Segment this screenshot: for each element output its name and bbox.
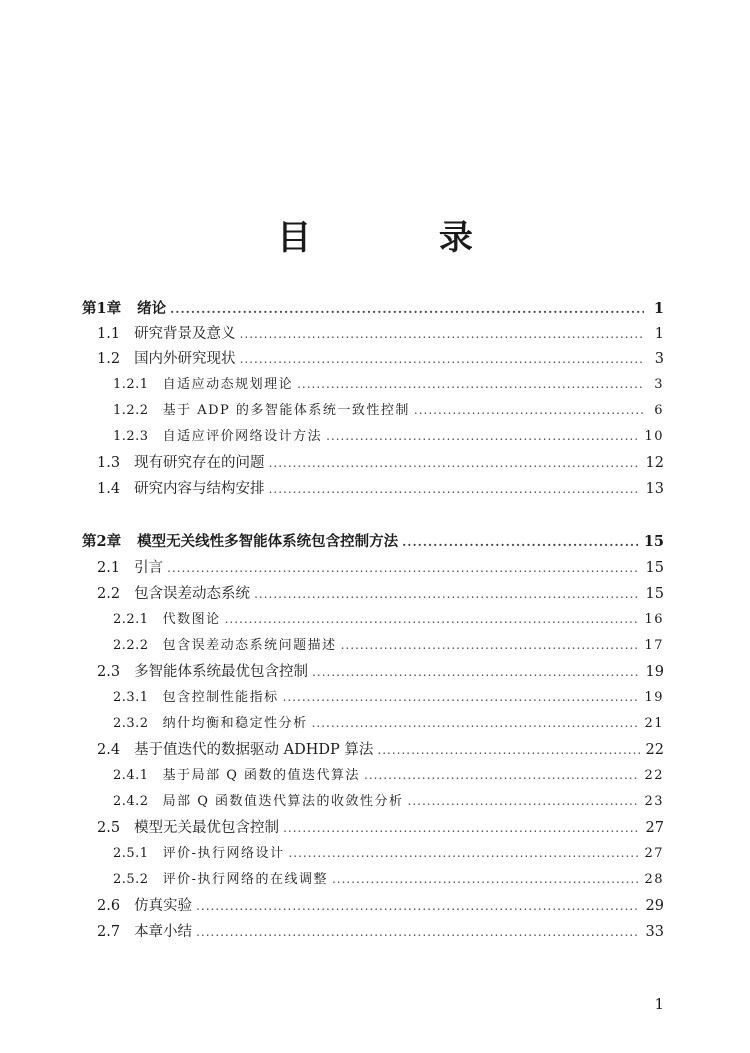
toc-page-number: 19 <box>645 664 664 680</box>
toc-number: 1.2 <box>97 351 121 367</box>
dot-leader <box>240 327 644 341</box>
toc-number: 2.3.1 <box>113 690 149 705</box>
dot-leader <box>414 403 644 417</box>
toc-chapter <box>82 530 664 556</box>
toc-page-number: 3 <box>654 351 664 367</box>
dot-leader <box>332 872 638 886</box>
toc-title: 仿真实验 <box>134 898 193 914</box>
dot-leader <box>377 743 639 757</box>
toc-title: 基于 ADP 的多智能体系统一致性控制 <box>162 403 410 418</box>
toc-title: 引言 <box>134 560 164 576</box>
toc-page-number: 1 <box>654 326 664 342</box>
toc-number: 2.2.1 <box>113 612 149 627</box>
toc-page-number: 22 <box>645 742 664 758</box>
toc-page-number: 15 <box>645 560 664 576</box>
toc-title: 包含控制性能指标 <box>162 690 279 705</box>
toc-title: 包含误差动态系统问题描述 <box>162 638 337 653</box>
toc-section <box>97 347 664 373</box>
dot-leader <box>312 665 639 679</box>
toc-page-number: 33 <box>645 924 664 940</box>
toc-number: 2.2.2 <box>113 638 149 653</box>
toc-section <box>97 738 664 764</box>
toc-title: 现有研究存在的问题 <box>134 455 265 471</box>
toc-page-number: 1 <box>653 300 664 317</box>
toc-title: 多智能体系统最优包含控制 <box>134 664 309 680</box>
toc-subsection <box>113 686 664 712</box>
toc-number: 2.4.2 <box>113 794 149 809</box>
toc-subsection <box>113 868 664 894</box>
toc-section <box>97 894 664 920</box>
dot-leader <box>297 377 644 391</box>
page-title: 目 录 <box>277 218 531 258</box>
toc-title: 模型无关最优包含控制 <box>134 820 280 836</box>
toc-section <box>97 556 664 582</box>
toc-title: 研究背景及意义 <box>134 326 236 342</box>
dot-leader <box>402 535 638 549</box>
toc-page-number: 23 <box>644 794 664 809</box>
dot-leader <box>341 638 639 652</box>
dot-leader <box>326 429 638 443</box>
toc-number: 2.4.1 <box>113 768 149 783</box>
toc-page-number: 28 <box>644 872 664 887</box>
toc-number: 2.4 <box>97 742 121 758</box>
toc-page-number: 22 <box>644 768 664 783</box>
toc-title: 包含误差动态系统 <box>134 586 251 602</box>
toc-page-number: 3 <box>654 377 664 392</box>
dot-leader <box>269 482 640 496</box>
toc-number: 第2章 <box>82 533 122 550</box>
toc-number: 1.3 <box>97 455 121 471</box>
dot-leader <box>312 716 639 730</box>
toc-page-number: 27 <box>644 846 664 861</box>
toc-subsection <box>113 842 664 868</box>
toc-title: 评价-执行网络设计 <box>162 846 285 861</box>
dot-leader <box>283 690 639 704</box>
toc-subsection <box>113 790 664 816</box>
dot-leader <box>408 794 639 808</box>
toc-number: 2.6 <box>97 898 121 914</box>
toc-section <box>97 322 664 348</box>
toc-title: 研究内容与结构安排 <box>134 481 265 497</box>
toc-title: 自适应评价网络设计方法 <box>162 429 323 444</box>
toc-number: 2.5 <box>97 820 121 836</box>
toc-number: 2.5.2 <box>113 872 149 887</box>
toc-page-number: 15 <box>645 586 664 602</box>
toc-number: 2.3.2 <box>113 716 149 731</box>
toc-page-number: 29 <box>645 898 664 914</box>
toc-title: 评价-执行网络的在线调整 <box>162 872 328 887</box>
dot-leader <box>196 899 639 913</box>
toc-number: 第1章 <box>82 300 122 317</box>
toc-number: 1.1 <box>97 326 121 342</box>
toc-number: 2.5.1 <box>113 846 149 861</box>
toc-chapter <box>82 297 664 323</box>
toc-page-number: 27 <box>645 820 664 836</box>
toc-title: 基于局部 Q 函数的值迭代算法 <box>162 768 361 783</box>
toc-title: 基于值迭代的数据驱动 ADHDP 算法 <box>134 742 374 758</box>
toc-title: 自适应动态规划理论 <box>162 377 294 392</box>
toc-section <box>97 477 664 503</box>
page-number: 1 <box>654 995 664 1013</box>
toc-number: 2.2 <box>97 586 121 602</box>
toc-subsection <box>113 712 664 738</box>
toc-title: 纳什均衡和稳定性分析 <box>162 716 308 731</box>
toc-subsection <box>113 608 664 634</box>
toc-title: 本章小结 <box>134 924 193 940</box>
toc-title: 绪论 <box>137 300 167 317</box>
toc-section <box>97 920 664 946</box>
toc-number: 2.7 <box>97 924 121 940</box>
toc-title: 局部 Q 函数值迭代算法的收敛性分析 <box>162 794 404 809</box>
toc-page-number: 12 <box>645 455 664 471</box>
dot-leader <box>283 821 639 835</box>
toc-section <box>97 660 664 686</box>
dot-leader <box>196 925 639 939</box>
toc-page-number: 19 <box>644 690 664 705</box>
toc-number: 1.2.3 <box>113 429 149 444</box>
dot-leader <box>254 587 639 601</box>
toc-number: 2.1 <box>97 560 121 576</box>
toc-number: 1.2.1 <box>113 377 149 392</box>
toc-title: 代数图论 <box>162 612 221 627</box>
toc-subsection <box>113 634 664 660</box>
toc-page-number: 21 <box>644 716 664 731</box>
toc-page-number: 17 <box>644 638 664 653</box>
toc-number: 1.4 <box>97 481 121 497</box>
dot-leader <box>269 456 640 470</box>
toc-section <box>97 451 664 477</box>
toc-section <box>97 816 664 842</box>
dot-leader <box>288 846 638 860</box>
dot-leader <box>240 352 644 366</box>
toc-title: 模型无关线性多智能体系统包含控制方法 <box>137 533 399 550</box>
toc-subsection <box>113 425 664 451</box>
toc-subsection <box>113 764 664 790</box>
toc-section <box>97 582 664 608</box>
dot-leader <box>225 612 639 626</box>
toc-page-number: 6 <box>654 403 664 418</box>
toc-subsection <box>113 399 664 425</box>
toc-number: 1.2.2 <box>113 403 149 418</box>
dot-leader <box>170 302 644 316</box>
toc-page-number: 15 <box>643 533 664 550</box>
toc-subsection <box>113 373 664 399</box>
dot-leader <box>167 561 639 575</box>
toc-title: 国内外研究现状 <box>134 351 236 367</box>
toc-page-number: 13 <box>645 481 664 497</box>
dot-leader <box>364 768 638 782</box>
toc-page-number: 16 <box>644 612 664 627</box>
toc-number: 2.3 <box>97 664 121 680</box>
toc-page-number: 10 <box>644 429 664 444</box>
